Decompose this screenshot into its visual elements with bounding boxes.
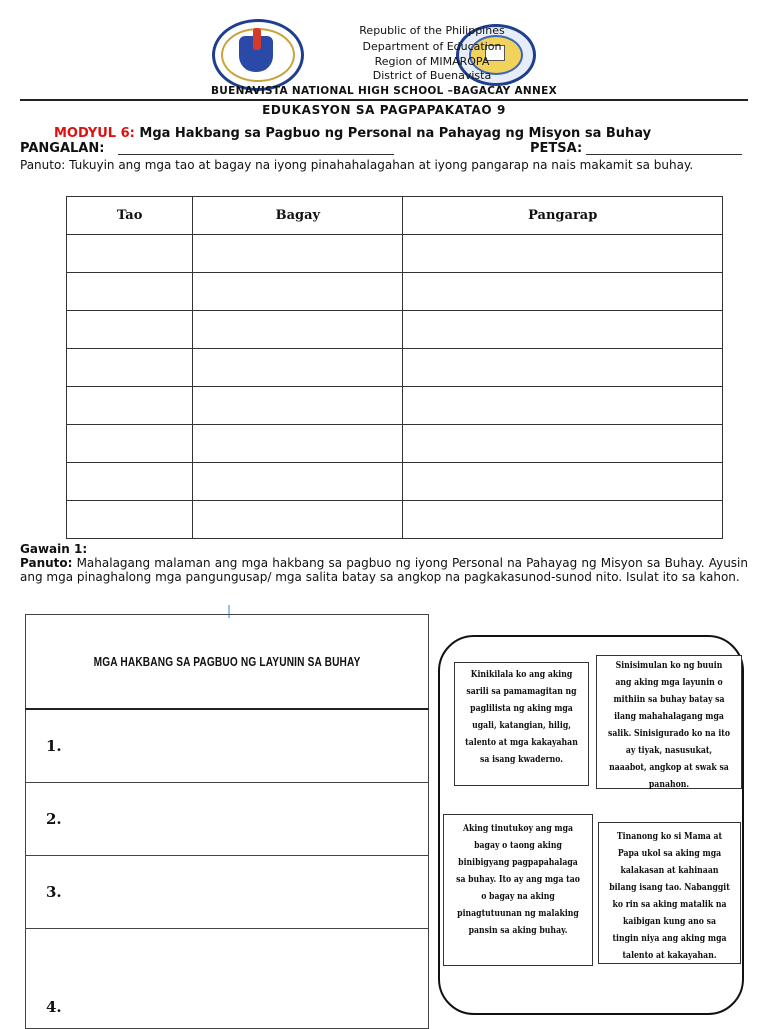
instructions-2-label: Panuto:	[20, 556, 73, 570]
subject-title: EDUKASYON SA PAGPAPAKATAO 9	[262, 103, 506, 117]
table-cell[interactable]	[403, 425, 723, 463]
table-cell[interactable]	[193, 463, 403, 501]
table-row	[67, 463, 723, 501]
activity-title: Gawain 1:	[20, 542, 88, 556]
header-school: BUENAVISTA NATIONAL HIGH SCHOOL –BAGACAY ANNEX	[211, 85, 557, 97]
steps-table-header-text: MGA HAKBANG SA PAGBUO NG LAYUNIN SA BUHAY	[93, 654, 361, 669]
choice-card-1[interactable]	[454, 662, 589, 786]
table-cell[interactable]	[403, 501, 723, 539]
table-row	[67, 387, 723, 425]
table-cell[interactable]	[67, 501, 193, 539]
table-row	[67, 311, 723, 349]
step-row-4[interactable]: 4.	[26, 929, 429, 1029]
column-header-pangarap: Pangarap	[403, 197, 723, 235]
step-row-2[interactable]: 2.	[26, 783, 429, 856]
table-cell[interactable]	[67, 349, 193, 387]
table-cell[interactable]	[403, 235, 723, 273]
choice-card-4[interactable]	[598, 822, 741, 964]
choice-card-4-text: Tinanong ko si Mama at Papa ukol sa aking mga kalakasan at kahinaan bilang isang tao. Nabanggit ko rin sa aking matalik na kaibigan kung ano sa tingin niya ang aking mga talento at kakayahan.	[609, 832, 730, 961]
instructions-2-text: Mahalagang malaman ang mga hakbang sa pagbuo ng iyong Personal na Pahayag ng Misyon sa Buhay. Ayusin ang mga pinaghalong mga pangungusap/ mga salita batay sa angkop na pagkakasunod-sunod nito. Isulat ito sa kahon.	[20, 556, 748, 584]
header-republic: Republic of the Philippines	[359, 24, 505, 37]
table-cell[interactable]	[193, 273, 403, 311]
choice-card-1-text: Kinikilala ko ang aking sarili sa pamamagitan ng paglilista ng aking mga ugali, katangian, hilig, talento at mga kakayahan sa isang kwaderno.	[465, 670, 578, 765]
choice-card-2[interactable]	[596, 655, 742, 789]
table-cell[interactable]	[67, 463, 193, 501]
table-row	[67, 501, 723, 539]
values-table	[66, 196, 723, 539]
column-header-tao: Tao	[67, 197, 193, 235]
table-cell[interactable]	[403, 349, 723, 387]
module-title	[54, 126, 651, 141]
table-cell[interactable]	[67, 311, 193, 349]
table-row	[67, 235, 723, 273]
step-row-3[interactable]: 3.	[26, 856, 429, 929]
instructions-1: Panuto: Tukuyin ang mga tao at bagay na iyong pinahahalagahan at iyong pangarap na nais makamit sa buhay.	[20, 158, 694, 172]
values-table-body	[67, 235, 723, 539]
table-cell[interactable]	[403, 273, 723, 311]
table-cell[interactable]	[193, 235, 403, 273]
choice-card-3[interactable]	[443, 814, 593, 966]
table-cell[interactable]	[67, 235, 193, 273]
header-district: District of Buenavista	[372, 69, 492, 82]
header-divider	[20, 99, 748, 101]
header-region: Region of MIMAROPA	[374, 55, 490, 68]
table-cell[interactable]	[67, 425, 193, 463]
table-cell[interactable]	[193, 311, 403, 349]
name-label: PANGALAN:	[20, 141, 105, 156]
name-field[interactable]	[118, 154, 394, 155]
choice-card-3-text: Aking tinutukoy ang mga bagay o taong aking binibigyang pagpapahalaga sa buhay. Ito ay ang mga tao o bagay na aking pinagtutuunan ng malaking pansin sa aking buhay.	[456, 824, 580, 936]
table-cell[interactable]	[67, 273, 193, 311]
table-header-row	[67, 197, 723, 235]
date-label: PETSA:	[530, 141, 583, 156]
table-row	[67, 425, 723, 463]
table-cell[interactable]	[193, 349, 403, 387]
table-cell[interactable]	[403, 311, 723, 349]
module-name: Mga Hakbang sa Pagbuo ng Personal na Pahayag ng Misyon sa Buhay	[139, 126, 652, 141]
table-cell[interactable]	[193, 425, 403, 463]
table-row	[67, 349, 723, 387]
steps-table	[25, 614, 429, 1029]
choice-card-2-text: Sinisimulan ko ng buuin ang aking mga layunin o mithiin sa buhay batay sa ilang mahahalagang mga salik. Sinisigurado ko na ito ay tiyak, nasusukat, naaabot, angkop at swak sa panahon.	[607, 661, 731, 790]
table-row	[67, 273, 723, 311]
table-cell[interactable]	[193, 387, 403, 425]
table-cell[interactable]	[403, 463, 723, 501]
header-department: Department of Education	[362, 40, 502, 53]
module-label: MODYUL 6:	[54, 126, 135, 141]
table-cell[interactable]	[193, 501, 403, 539]
step-row-1[interactable]: 1.	[26, 709, 429, 783]
table-cell[interactable]	[67, 387, 193, 425]
instructions-2	[20, 556, 748, 584]
table-cell[interactable]	[403, 387, 723, 425]
steps-table-header	[26, 615, 429, 710]
column-header-bagay: Bagay	[193, 197, 403, 235]
date-field[interactable]	[586, 154, 742, 155]
